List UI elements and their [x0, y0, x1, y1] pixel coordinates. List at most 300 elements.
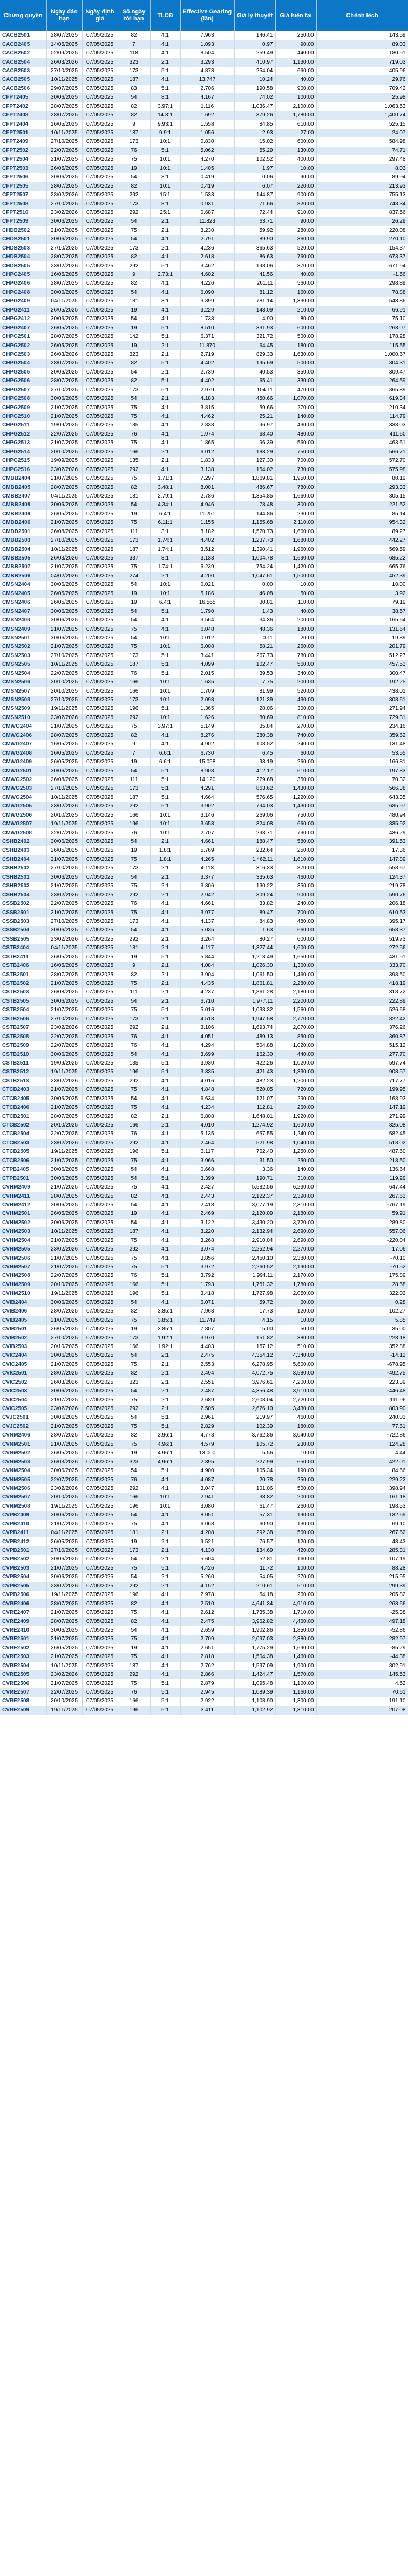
cell-days-to-maturity: 83	[118, 85, 150, 93]
cell-warrant-code: CSTB2507	[0, 1024, 46, 1032]
cell-valuation-date: 07/05/2025	[82, 1210, 118, 1218]
cell-maturity-date: 28/07/2025	[46, 483, 82, 492]
cell-theoretical-price: 412.17	[234, 766, 275, 775]
cell-valuation-date: 07/05/2025	[82, 1679, 118, 1688]
cell-difference: 4.44	[316, 1449, 408, 1458]
table-row	[0, 1227, 408, 1236]
cell-current-price: 90.00	[275, 40, 316, 49]
cell-warrant-code: CHPG2512	[0, 430, 46, 439]
cell-current-price: 560.00	[275, 279, 316, 288]
cell-conversion-ratio: 5:1	[150, 333, 180, 341]
cell-effective-gearing: 3.418	[180, 1289, 234, 1298]
table-row	[0, 714, 408, 722]
cell-warrant-code: CMBB2405	[0, 483, 46, 492]
cell-valuation-date: 07/05/2025	[82, 776, 118, 784]
cell-valuation-date: 07/05/2025	[82, 1431, 118, 1440]
cell-conversion-ratio: 2:1	[150, 457, 180, 465]
cell-valuation-date: 07/05/2025	[82, 979, 118, 988]
cell-conversion-ratio: 4:1	[150, 1511, 180, 1520]
cell-maturity-date: 30/06/2025	[46, 1511, 82, 1520]
cell-effective-gearing: 6.239	[180, 563, 234, 571]
cell-difference: 75.10	[316, 315, 408, 323]
cell-maturity-date: 28/07/2025	[46, 1307, 82, 1316]
cell-valuation-date: 07/05/2025	[82, 554, 118, 563]
cell-difference: 309.47	[316, 368, 408, 377]
cell-difference: 1,400.74	[316, 111, 408, 120]
cell-valuation-date: 07/05/2025	[82, 962, 118, 970]
cell-days-to-maturity: 54	[118, 235, 150, 244]
table-row	[0, 430, 408, 439]
cell-maturity-date: 29/07/2025	[46, 85, 82, 93]
cell-conversion-ratio: 2:1	[150, 1582, 180, 1591]
cell-effective-gearing: 2.895	[180, 1458, 234, 1466]
cell-current-price: 2,310.00	[275, 1201, 316, 1210]
cell-warrant-code: CHPG2506	[0, 377, 46, 385]
cell-valuation-date: 07/05/2025	[82, 988, 118, 997]
cell-theoretical-price: 1,861.28	[234, 988, 275, 997]
cell-difference: 270.10	[316, 235, 408, 244]
cell-conversion-ratio: 2:1	[150, 988, 180, 997]
cell-maturity-date: 26/05/2025	[46, 1644, 82, 1653]
cell-conversion-ratio: 1.8:1	[150, 846, 180, 855]
cell-current-price: 1,600.00	[275, 944, 316, 952]
cell-valuation-date: 07/05/2025	[82, 253, 118, 261]
cell-days-to-maturity: 323	[118, 1378, 150, 1387]
cell-conversion-ratio: 5:1	[150, 652, 180, 660]
cell-current-price: 900.00	[275, 191, 316, 199]
cell-conversion-ratio: 4:1	[150, 288, 180, 297]
cell-difference: 271.99	[316, 1112, 408, 1121]
cell-valuation-date: 07/05/2025	[82, 846, 118, 855]
cell-theoretical-price: 1,977.11	[234, 997, 275, 1006]
cell-effective-gearing: 6.012	[180, 448, 234, 457]
cell-maturity-date: 28/07/2025	[46, 182, 82, 190]
cell-effective-gearing: 4.403	[180, 1343, 234, 1351]
table-row	[0, 784, 408, 793]
table-row	[0, 510, 408, 519]
table-row	[0, 465, 408, 474]
cell-theoretical-price: 486.67	[234, 483, 275, 492]
table-row	[0, 802, 408, 811]
cell-valuation-date: 07/05/2025	[82, 191, 118, 199]
cell-warrant-code: CMWG2507	[0, 820, 46, 828]
cell-days-to-maturity: 54	[118, 873, 150, 882]
cell-maturity-date: 30/06/2025	[46, 607, 82, 616]
cell-effective-gearing: 4.402	[180, 536, 234, 545]
cell-maturity-date: 19/09/2025	[46, 1059, 82, 1068]
cell-current-price: 600.00	[275, 935, 316, 944]
cell-conversion-ratio: 5:1	[150, 802, 180, 811]
cell-difference: 0.28	[316, 1299, 408, 1307]
cell-days-to-maturity: 19	[118, 953, 150, 962]
cell-days-to-maturity: 75	[118, 855, 150, 864]
cell-effective-gearing: 2.707	[180, 828, 234, 837]
table-row	[0, 457, 408, 465]
cell-current-price: 6,230.00	[275, 1183, 316, 1192]
cell-days-to-maturity: 173	[118, 917, 150, 926]
cell-valuation-date: 07/05/2025	[82, 1422, 118, 1431]
cell-theoretical-price: 2,122.37	[234, 1192, 275, 1200]
cell-current-price: 1,330.00	[275, 297, 316, 306]
cell-warrant-code: CSSB2504	[0, 926, 46, 935]
cell-maturity-date: 21/07/2025	[46, 1157, 82, 1165]
cell-effective-gearing: 6.048	[180, 625, 234, 633]
cell-theoretical-price: 4,072.75	[234, 1369, 275, 1378]
cell-valuation-date: 07/05/2025	[82, 1192, 118, 1200]
cell-effective-gearing: 13.000	[180, 1449, 234, 1458]
cell-effective-gearing: 0.012	[180, 634, 234, 643]
cell-effective-gearing: 2.739	[180, 368, 234, 377]
cell-valuation-date: 07/05/2025	[82, 970, 118, 979]
cell-days-to-maturity: 76	[118, 147, 150, 155]
cell-conversion-ratio: 5:1	[150, 1148, 180, 1156]
cell-difference: 298.89	[316, 279, 408, 288]
cell-effective-gearing: 4.016	[180, 1077, 234, 1086]
cell-days-to-maturity: 173	[118, 1546, 150, 1555]
cell-warrant-code: CMBB2505	[0, 554, 46, 563]
cell-days-to-maturity: 76	[118, 1475, 150, 1484]
cell-conversion-ratio: 4:1	[150, 49, 180, 58]
cell-maturity-date: 21/07/2025	[46, 1440, 82, 1449]
cell-conversion-ratio: 4:1	[150, 1219, 180, 1227]
cell-current-price: 610.00	[275, 120, 316, 128]
table-row	[0, 244, 408, 253]
cell-difference: 619.34	[316, 395, 408, 403]
cell-conversion-ratio: 4:1	[150, 1608, 180, 1617]
cell-valuation-date: 07/05/2025	[82, 766, 118, 775]
cell-conversion-ratio: 2:1	[150, 979, 180, 988]
cell-current-price: 230.00	[275, 510, 316, 519]
cell-valuation-date: 07/05/2025	[82, 590, 118, 598]
cell-maturity-date: 23/02/2026	[46, 802, 82, 811]
cell-conversion-ratio: 4:1	[150, 900, 180, 908]
cell-days-to-maturity: 173	[118, 199, 150, 208]
cell-current-price: 480.00	[275, 917, 316, 926]
cell-conversion-ratio: 5:1	[150, 766, 180, 775]
cell-valuation-date: 07/05/2025	[82, 350, 118, 359]
cell-effective-gearing: 6.808	[180, 1112, 234, 1121]
cell-warrant-code: CVRE2409	[0, 1617, 46, 1626]
cell-difference: -446.48	[316, 1387, 408, 1396]
cell-days-to-maturity: 82	[118, 1112, 150, 1121]
cell-difference: 17.06	[316, 1245, 408, 1254]
cell-current-price: 130.00	[275, 1520, 316, 1529]
cell-conversion-ratio: 6.6:1	[150, 749, 180, 757]
cell-valuation-date: 07/05/2025	[82, 1121, 118, 1130]
cell-conversion-ratio: 5:1	[150, 1422, 180, 1431]
cell-conversion-ratio: 2:1	[150, 1546, 180, 1555]
table-row	[0, 890, 408, 899]
cell-difference: 671.94	[316, 261, 408, 270]
table-row	[0, 1617, 408, 1626]
cell-valuation-date: 07/05/2025	[82, 67, 118, 75]
cell-theoretical-price: 0.06	[234, 173, 275, 182]
cell-effective-gearing: 11.870	[180, 341, 234, 350]
cell-effective-gearing: 3.966	[180, 1157, 234, 1165]
cell-maturity-date: 30/06/2025	[46, 395, 82, 403]
cell-valuation-date: 07/05/2025	[82, 1608, 118, 1617]
cell-maturity-date: 21/07/2025	[46, 1237, 82, 1245]
cell-theoretical-price: 7.75	[234, 678, 275, 687]
cell-warrant-code: CMWG2409	[0, 758, 46, 766]
cell-difference: 1,063.53	[316, 102, 408, 111]
cell-days-to-maturity: 187	[118, 1662, 150, 1670]
cell-difference: 302.91	[316, 1662, 408, 1670]
cell-effective-gearing: 3.441	[180, 652, 234, 660]
cell-current-price: 1,900.00	[275, 1662, 316, 1670]
cell-effective-gearing: 2.719	[180, 350, 234, 359]
cell-difference: 673.37	[316, 253, 408, 261]
cell-theoretical-price: 489.13	[234, 1032, 275, 1041]
cell-days-to-maturity: 75	[118, 625, 150, 633]
cell-days-to-maturity: 181	[118, 297, 150, 306]
cell-theoretical-price: 63.71	[234, 217, 275, 226]
table-row	[0, 873, 408, 882]
cell-conversion-ratio: 2:1	[150, 1015, 180, 1024]
cell-warrant-code: CVPB2501	[0, 1546, 46, 1555]
cell-maturity-date: 28/07/2025	[46, 111, 82, 120]
cell-effective-gearing: 3.230	[180, 226, 234, 235]
cell-theoretical-price: 46.08	[234, 590, 275, 598]
cell-current-price: 1,020.00	[275, 1059, 316, 1068]
cell-days-to-maturity: 292	[118, 935, 150, 944]
cell-days-to-maturity: 118	[118, 49, 150, 58]
cell-difference: 572.70	[316, 457, 408, 465]
table-row	[0, 536, 408, 545]
cell-days-to-maturity: 75	[118, 1006, 150, 1014]
table-row	[0, 1484, 408, 1493]
cell-theoretical-price: 183.29	[234, 448, 275, 457]
cell-maturity-date: 20/10/2025	[46, 448, 82, 457]
cell-conversion-ratio: 4:1	[150, 1192, 180, 1200]
cell-current-price: 1,920.00	[275, 1112, 316, 1121]
cell-warrant-code: CHPG2503	[0, 350, 46, 359]
cell-conversion-ratio: 4:1	[150, 412, 180, 421]
cell-conversion-ratio: 25:1	[150, 209, 180, 217]
table-row	[0, 900, 408, 908]
cell-warrant-code: CVIB2503	[0, 1343, 46, 1351]
cell-current-price: 440.00	[275, 1050, 316, 1059]
cell-theoretical-price: 104.11	[234, 386, 275, 395]
cell-maturity-date: 22/07/2025	[46, 430, 82, 439]
cell-current-price: 250.00	[275, 1475, 316, 1484]
cell-valuation-date: 07/05/2025	[82, 997, 118, 1006]
cell-difference: 837.56	[316, 209, 408, 217]
table-row	[0, 926, 408, 935]
cell-days-to-maturity: 54	[118, 288, 150, 297]
cell-warrant-code: CVHM2503	[0, 1227, 46, 1236]
cell-effective-gearing: 1.833	[180, 457, 234, 465]
cell-valuation-date: 07/05/2025	[82, 696, 118, 705]
cell-effective-gearing: 4.208	[180, 1529, 234, 1537]
cell-theoretical-price: 324.08	[234, 820, 275, 828]
cell-maturity-date: 22/07/2025	[46, 1041, 82, 1050]
cell-days-to-maturity: 166	[118, 1121, 150, 1130]
cell-effective-gearing: 2.659	[180, 1626, 234, 1635]
cell-maturity-date: 30/06/2025	[46, 1626, 82, 1635]
cell-days-to-maturity: 82	[118, 483, 150, 492]
cell-theoretical-price: 81.99	[234, 687, 275, 695]
cell-difference: 89.03	[316, 40, 408, 49]
cell-effective-gearing: 3.564	[180, 616, 234, 625]
cell-maturity-date: 16/05/2025	[46, 271, 82, 279]
cell-current-price: 2,720.00	[275, 1396, 316, 1404]
cell-conversion-ratio: 2:1	[150, 1396, 180, 1404]
cell-warrant-code: CMBB2404	[0, 474, 46, 483]
cell-theoretical-price: 316.33	[234, 864, 275, 873]
cell-maturity-date: 30/06/2025	[46, 1413, 82, 1422]
cell-valuation-date: 07/05/2025	[82, 1183, 118, 1192]
cell-maturity-date: 23/02/2026	[46, 890, 82, 899]
cell-conversion-ratio: 2:1	[150, 1529, 180, 1537]
cell-warrant-code: CMWG2406	[0, 731, 46, 740]
cell-conversion-ratio: 4:1	[150, 1626, 180, 1635]
cell-conversion-ratio: 4:1	[150, 1095, 180, 1103]
cell-maturity-date: 22/07/2025	[46, 147, 82, 155]
header-valuation-date: Ngày định giá	[82, 0, 118, 31]
cell-conversion-ratio: 4:1	[150, 1599, 180, 1608]
cell-days-to-maturity: 75	[118, 1360, 150, 1369]
cell-current-price: 1,100.00	[275, 1679, 316, 1688]
cell-valuation-date: 07/05/2025	[82, 1237, 118, 1245]
cell-difference: 85.14	[316, 510, 408, 519]
cell-days-to-maturity: 135	[118, 1059, 150, 1068]
cell-valuation-date: 07/05/2025	[82, 226, 118, 235]
table-row	[0, 1475, 408, 1484]
cell-valuation-date: 07/05/2025	[82, 607, 118, 616]
cell-valuation-date: 07/05/2025	[82, 1413, 118, 1422]
cell-valuation-date: 07/05/2025	[82, 687, 118, 695]
cell-days-to-maturity: 135	[118, 421, 150, 430]
cell-current-price: 200.00	[275, 1493, 316, 1502]
cell-maturity-date: 26/03/2026	[46, 1458, 82, 1466]
cell-difference: 206.18	[316, 900, 408, 908]
cell-theoretical-price: 96.97	[234, 421, 275, 430]
cell-effective-gearing: 1.974	[180, 430, 234, 439]
cell-current-price: 1,040.00	[275, 1139, 316, 1148]
cell-warrant-code: CMWG2502	[0, 776, 46, 784]
table-row	[0, 58, 408, 66]
cell-theoretical-price: 309.24	[234, 890, 275, 899]
cell-valuation-date: 07/05/2025	[82, 279, 118, 288]
cell-valuation-date: 07/05/2025	[82, 457, 118, 465]
cell-conversion-ratio: 5:1	[150, 377, 180, 385]
cell-effective-gearing: 4.183	[180, 395, 234, 403]
cell-effective-gearing: 3.268	[180, 1237, 234, 1245]
cell-conversion-ratio: 5:1	[150, 1263, 180, 1272]
table-row	[0, 1413, 408, 1422]
cell-effective-gearing: 3.653	[180, 820, 234, 828]
table-row	[0, 519, 408, 527]
cell-current-price: 870.00	[275, 261, 316, 270]
cell-warrant-code: CSTB2411	[0, 953, 46, 962]
cell-days-to-maturity: 292	[118, 714, 150, 722]
cell-maturity-date: 16/05/2025	[46, 749, 82, 757]
cell-valuation-date: 07/05/2025	[82, 1396, 118, 1404]
cell-current-price: 1,070.00	[275, 395, 316, 403]
cell-theoretical-price: 86.63	[234, 253, 275, 261]
cell-difference: 954.32	[316, 519, 408, 527]
cell-effective-gearing: 2.098	[180, 696, 234, 705]
cell-theoretical-price: 657.55	[234, 1130, 275, 1138]
cell-valuation-date: 07/05/2025	[82, 1582, 118, 1591]
cell-maturity-date: 23/02/2026	[46, 465, 82, 474]
cell-theoretical-price: 65.41	[234, 377, 275, 385]
cell-conversion-ratio: 3:1	[150, 528, 180, 536]
cell-maturity-date: 19/11/2025	[46, 1068, 82, 1076]
cell-warrant-code: CVNM2501	[0, 1440, 46, 1449]
cell-difference: -767.19	[316, 1201, 408, 1210]
cell-conversion-ratio: 4:1	[150, 1245, 180, 1254]
cell-valuation-date: 07/05/2025	[82, 1546, 118, 1555]
cell-valuation-date: 07/05/2025	[82, 448, 118, 457]
cell-maturity-date: 19/11/2025	[46, 1591, 82, 1599]
cell-current-price: 420.00	[275, 1546, 316, 1555]
cell-valuation-date: 07/05/2025	[82, 1378, 118, 1387]
cell-difference: 268.66	[316, 1599, 408, 1608]
cell-difference: 19.89	[316, 634, 408, 643]
table-row	[0, 1573, 408, 1581]
cell-maturity-date: 23/02/2026	[46, 1582, 82, 1591]
cell-effective-gearing: 3.902	[180, 802, 234, 811]
cell-conversion-ratio: 5:1	[150, 1281, 180, 1289]
cell-current-price: 60.00	[275, 1299, 316, 1307]
table-row	[0, 572, 408, 581]
cell-current-price: 520.00	[275, 244, 316, 253]
cell-theoretical-price: 1,648.01	[234, 1112, 275, 1121]
cell-maturity-date: 20/10/2025	[46, 1493, 82, 1502]
cell-warrant-code: CVHM2506	[0, 1254, 46, 1262]
cell-effective-gearing: 6.068	[180, 1520, 234, 1529]
cell-difference: 180.51	[316, 49, 408, 58]
cell-maturity-date: 21/07/2025	[46, 1422, 82, 1431]
cell-warrant-code: CSHB2504	[0, 890, 46, 899]
cell-maturity-date: 22/07/2025	[46, 1032, 82, 1041]
cell-valuation-date: 07/05/2025	[82, 1670, 118, 1679]
cell-maturity-date: 28/07/2025	[46, 102, 82, 111]
cell-theoretical-price: 2,450.10	[234, 1254, 275, 1262]
cell-current-price: 340.00	[275, 669, 316, 678]
cell-theoretical-price: 1.43	[234, 607, 275, 616]
cell-theoretical-price: 4.15	[234, 1316, 275, 1324]
cell-days-to-maturity: 75	[118, 1608, 150, 1617]
cell-difference: 178.28	[316, 333, 408, 341]
table-row	[0, 85, 408, 93]
table-row	[0, 758, 408, 766]
cell-current-price: 720.00	[275, 1086, 316, 1094]
table-row	[0, 120, 408, 128]
cell-current-price: 1,780.00	[275, 111, 316, 120]
cell-warrant-code: CMBB2409	[0, 510, 46, 519]
cell-warrant-code: CHPG2407	[0, 323, 46, 332]
cell-valuation-date: 07/05/2025	[82, 731, 118, 740]
cell-effective-gearing: 4.087	[180, 1475, 234, 1484]
cell-theoretical-price: 5,582.56	[234, 1183, 275, 1192]
cell-theoretical-price: 1,237.73	[234, 536, 275, 545]
cell-valuation-date: 07/05/2025	[82, 129, 118, 137]
cell-maturity-date: 26/08/2025	[46, 776, 82, 784]
cell-theoretical-price: 293.71	[234, 828, 275, 837]
cell-warrant-code: CSTB2501	[0, 970, 46, 979]
cell-difference: 398.50	[316, 970, 408, 979]
cell-theoretical-price: 108.52	[234, 740, 275, 749]
cell-difference: 582.45	[316, 1130, 408, 1138]
cell-difference: 480.94	[316, 811, 408, 820]
cell-valuation-date: 07/05/2025	[82, 102, 118, 111]
table-row	[0, 164, 408, 173]
cell-current-price: 580.00	[275, 838, 316, 846]
table-row	[0, 279, 408, 288]
